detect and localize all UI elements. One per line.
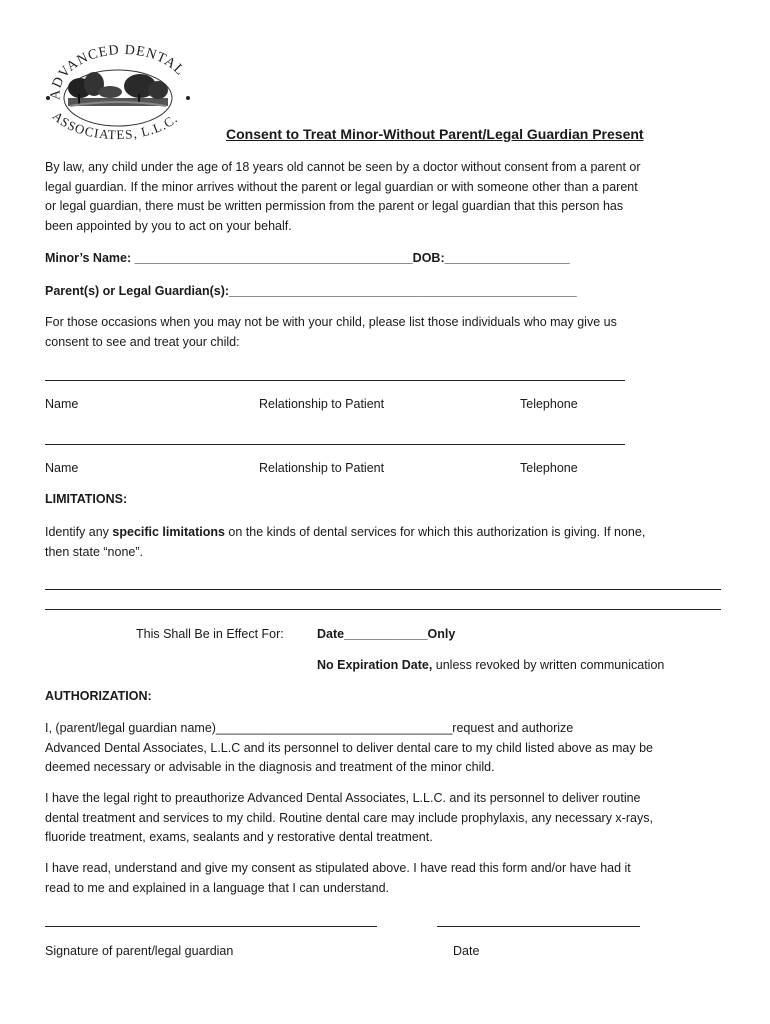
svg-text:ASSOCIATES, L.L.C. [50,108,181,142]
authorization-heading: AUTHORIZATION: [45,689,152,703]
limitations-entry-line-1[interactable] [45,589,721,590]
contact-2-telephone-label: Telephone [520,461,578,475]
intro-line: or legal guardian, there must be written permission from the parent or legal guardian that this person has [45,199,624,213]
contact-1-relationship-label: Relationship to Patient [259,397,385,411]
authorization-paragraph-3 [45,859,725,898]
authorization-line: dental treatment and services to my child. Routine dental care may include prophylaxis, any necessary x-rays, [45,810,653,825]
dob-label: ___DOB:__________________ [391,251,570,265]
authorization-line: read to me and explained in a language that I can understand. [45,880,390,895]
signature-date-line[interactable] [437,926,640,927]
contact-2-name-label: Name [45,461,79,475]
authorization-paragraph-2 [45,789,725,848]
signature-date-label: Date [453,944,480,958]
intro-line: been appointed by you to act on your behalf. [45,218,292,233]
authorization-line[interactable]: I, (parent/legal guardian name)__________________________________request and authorize [45,721,574,735]
contact-1-entry-line[interactable] [45,380,625,381]
limitations-text: Identify any [45,525,113,539]
limitations-paragraph [45,523,725,562]
limitations-heading: LIMITATIONS: [45,492,128,506]
intro-line: By law, any child under the age of 18 years old cannot be seen by a doctor without consent from a parent or [45,160,641,174]
contact-2-entry-line[interactable] [45,444,625,445]
effect-no-expiration-option[interactable] [317,656,664,676]
no-expiration-text: unless revoked by written communication [432,658,665,672]
no-expiration-label: No Expiration Date, [317,658,433,672]
minor-name-label: Minor’s Name: _____________________________________ [45,251,392,265]
occasions-paragraph [45,313,725,352]
authorization-line: fluoride treatment, exams, sealants and y restorative dental treatment. [45,830,433,844]
authorization-line: Advanced Dental Associates, L.L.C and its personnel to deliver dental care to my child listed above as may be [45,740,653,755]
logo-top-text: ADVANCED DENTAL [48,42,188,101]
occasions-line: consent to see and treat your child: [45,334,240,349]
guardian-field[interactable]: Parent(s) or Legal Guardian(s):__________________________________________________ [45,284,577,298]
company-logo [40,40,196,152]
logo-bottom-text: ASSOCIATES, L.L.C. [49,108,181,143]
contact-2-relationship-label: Relationship to Patient [259,461,385,475]
signature-label: Signature of parent/legal guardian [45,944,234,958]
authorization-line: I have read, understand and give my consent as stipulated above. I have read this form and/or have had it [45,861,631,875]
limitations-text: on the kinds of dental services for which this authorization is giving. If none, [224,525,646,539]
authorization-line: deemed necessary or advisable in the diagnosis and treatment of the minor child. [45,760,495,774]
contact-1-name-label: Name [45,397,79,411]
contact-1-telephone-label: Telephone [520,397,578,411]
limitations-text: then state “none”. [45,544,143,559]
occasions-line: For those occasions when you may not be with your child, please list those individuals who may give us [45,315,617,329]
limitations-emphasis: specific limitations [112,525,225,539]
intro-paragraph [45,158,725,236]
effect-label: This Shall Be in Effect For: [136,627,284,641]
authorization-line: I have the legal right to preauthorize Advanced Dental Associates, L.L.C. and its personnel to deliver routine [45,791,641,805]
effect-date-option[interactable]: Date____________Only [317,627,456,641]
minor-name-dob-field[interactable] [45,249,570,269]
signature-line[interactable] [45,926,377,927]
intro-line: legal guardian. If the minor arrives without the parent or legal guardian or with someone other than a parent [45,179,638,194]
limitations-entry-line-2[interactable] [45,609,721,610]
authorization-paragraph-1 [45,719,725,778]
page-title: Consent to Treat Minor-Without Parent/Legal Guardian Present [226,126,644,142]
